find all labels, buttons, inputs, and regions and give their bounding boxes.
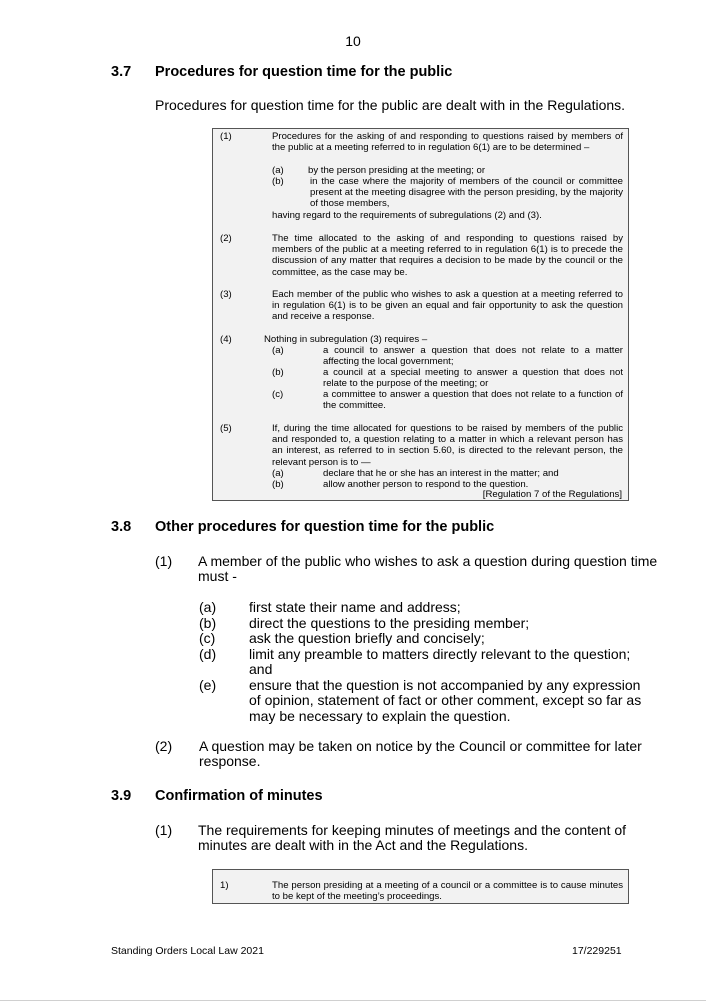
reg-subitem-text: declare that he or she has an interest in the matter; and	[323, 468, 559, 479]
section-3-7-title: Procedures for question time for the public	[155, 64, 453, 80]
list-item-text: limit any preamble to matters directly relevant to the question;	[249, 646, 631, 662]
reg-subitem-number: (b)	[272, 176, 284, 187]
reg-subitem-text: in the case where the majority of members of the council or committee present at the meeting disagree with the person presiding, by the majority of those members,	[310, 176, 623, 210]
section-3-9-number: 3.9	[111, 788, 132, 804]
regulation-minutes-box	[212, 869, 629, 904]
s38-item-text-line: response.	[199, 753, 261, 769]
reg-subitem-text: a council at a special meeting to answer a question that does not relate to the purpose of the meeting; or	[323, 367, 623, 390]
reg-item-number: (2)	[220, 233, 232, 244]
list-item-text: direct the questions to the presiding member;	[249, 615, 530, 631]
reg-subitem-number: (b)	[272, 479, 284, 490]
s39-item-number: (1)	[155, 822, 173, 838]
list-item-text: first state their name and address;	[249, 599, 461, 615]
reg-item-number: (3)	[220, 289, 232, 300]
reg-subitem-number: (c)	[272, 389, 284, 400]
s38-item-number: (2)	[155, 738, 173, 754]
footer-reference: 17/229251	[572, 945, 622, 957]
s38-item-text-line: must -	[198, 568, 237, 584]
list-item-number: (e)	[199, 677, 217, 693]
list-item-text: ensure that the question is not accompanied by any expression	[249, 677, 641, 693]
s38-item-text-line: A member of the public who wishes to ask a question during question time	[198, 553, 658, 569]
reg-item-number: 1)	[220, 880, 229, 891]
reg-subitem-number: (a)	[272, 468, 284, 479]
section-3-9-title: Confirmation of minutes	[155, 788, 323, 804]
s38-item-text-line: A question may be taken on notice by the Council or committee for later	[199, 738, 642, 754]
list-item-text: and	[249, 661, 273, 677]
footer-title: Standing Orders Local Law 2021	[111, 945, 264, 957]
reg-item-number: (1)	[220, 131, 232, 142]
regulation-7-box	[212, 128, 629, 501]
s38-item-number: (1)	[155, 553, 173, 569]
section-3-8-title: Other procedures for question time for the public	[155, 519, 495, 535]
reg-item-text: Procedures for the asking of and responding to questions raised by members of the public at a meeting referred to in regulation 6(1) are to be determined –	[272, 131, 623, 154]
list-item-text: of opinion, statement of fact or other comment, except so far as	[249, 692, 642, 708]
section-3-7-number: 3.7	[111, 64, 132, 80]
page-number: 10	[345, 33, 361, 49]
list-item-number: (c)	[199, 630, 216, 646]
reg-item-text: Nothing in subregulation (3) requires –	[264, 334, 428, 345]
reg-subitem-text: allow another person to respond to the question.	[323, 479, 529, 490]
reg-subitem-number: (a)	[272, 345, 284, 356]
reg-item-text: Each member of the public who wishes to ask a question at a meeting referred to in regulation 6(1) is to be given an equal and fair opportunity to ask the question and receive a response.	[272, 289, 623, 323]
list-item-number: (a)	[199, 599, 217, 615]
reg-subitem-number: (a)	[272, 165, 284, 176]
reg-item-text: The time allocated to the asking of and responding to questions raised by members of the public at a meeting referred to in regulation 6(1) is to precede the discussion of any matter that requires a decision to be made by the council or the committee, as the case may be.	[272, 233, 623, 278]
s39-item-text-line: The requirements for keeping minutes of meetings and the content of	[198, 822, 627, 838]
regulation-citation: [Regulation 7 of the Regulations]	[482, 489, 622, 500]
list-item-number: (d)	[199, 646, 217, 662]
list-item-number: (b)	[199, 615, 217, 631]
list-item-text: may be necessary to explain the question.	[249, 708, 511, 724]
reg-item-number: (4)	[220, 334, 232, 345]
reg-item-text: The person presiding at a meeting of a council or a committee is to cause minutes to be kept of the meeting’s proceedings.	[272, 880, 623, 903]
reg-item-number: (5)	[220, 423, 232, 434]
section-3-7-intro: Procedures for question time for the public are dealt with in the Regulations.	[155, 97, 626, 113]
reg-subitem-number: (b)	[272, 367, 284, 378]
list-item-text: ask the question briefly and concisely;	[249, 630, 485, 646]
reg-subitem-text: a committee to answer a question that does not relate to a function of the committee.	[323, 389, 623, 412]
reg-subitem-text: a council to answer a question that does not relate to a matter affecting the local government;	[323, 345, 623, 368]
section-3-8-number: 3.8	[111, 519, 132, 535]
reg-subitem-text: by the person presiding at the meeting; or	[308, 165, 486, 176]
page-edge-divider	[0, 1000, 706, 1001]
reg-item-text: If, during the time allocated for questions to be raised by members of the public and responded to, a question relating to a matter in which a relevant person has an interest, as referred to in section 5.60, is directed to the relevant person, the relevant person is to —	[272, 423, 623, 468]
reg-item-tail: having regard to the requirements of subregulations (2) and (3).	[272, 210, 542, 221]
s39-item-text-line: minutes are dealt with in the Act and the Regulations.	[198, 837, 528, 853]
